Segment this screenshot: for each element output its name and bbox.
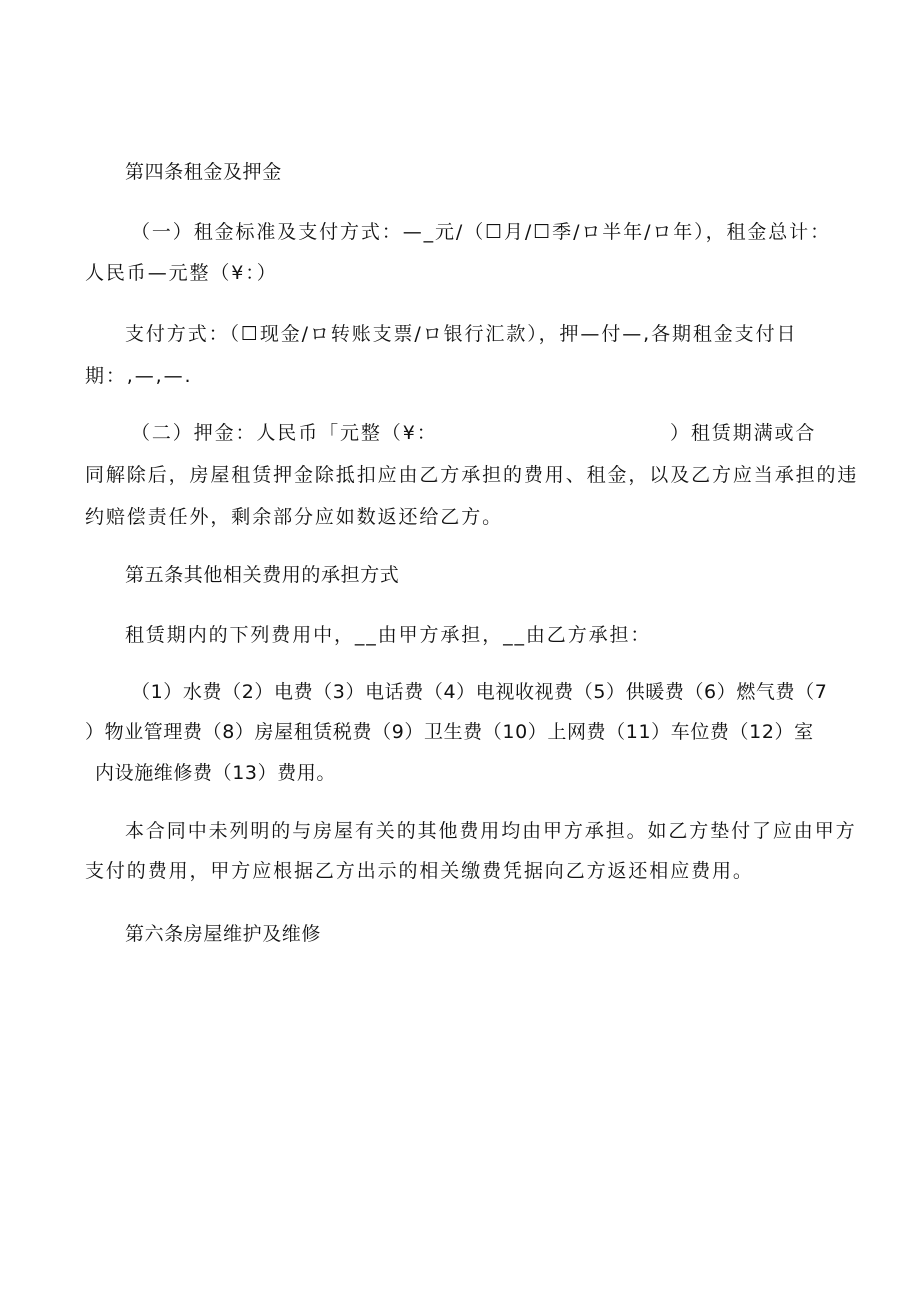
deposit-line-3: 约赔偿责任外，剩余部分应如数返还给乙方。	[85, 506, 504, 528]
deposit-line-1a: （二）押金：人民币「元整（¥：	[131, 422, 438, 444]
other-fees-line-1: 本合同中未列明的与房屋有关的其他费用均由甲方承担。如乙方垫付了应由甲方	[125, 820, 857, 842]
article-5-heading: 第五条其他相关费用的承担方式	[125, 564, 400, 586]
other-fees-line-2: 支付的费用，甲方应根据乙方出示的相关缴费凭据向乙方返还相应费用。	[85, 860, 754, 882]
payment-method-line-2: 期：,—,—.	[85, 365, 193, 387]
deposit-line-1b: ）租赁期满或合	[670, 422, 817, 444]
rent-standard-line-2: 人民币—元整（¥：）	[85, 262, 278, 284]
deposit-line-2: 同解除后，房屋租赁押金除抵扣应由乙方承担的费用、租金，以及乙方应当承担的违	[85, 464, 859, 486]
fee-list-line-3: 内设施维修费（13）费用。	[95, 762, 336, 784]
fee-list-line-2: ）物业管理费（8）房屋租赁税费（9）卫生费（10）上网费（11）车位费（12）室	[85, 721, 814, 743]
rent-standard-line-1: （一）租金标准及支付方式：—_元/（☐月/☐季/ロ半年/ロ年），租金总计：	[131, 221, 831, 243]
payment-method-line-1: 支付方式：（☐现金/ロ转账支票/ロ银行汇款），押—付—,各期租金支付日	[125, 323, 798, 345]
fee-list-line-1: （1）水费（2）电费（3）电话费（4）电视收视费（5）供暖费（6）燃气费（7	[131, 681, 828, 703]
article-6-heading: 第六条房屋维护及维修	[125, 923, 322, 945]
fee-allocation-intro: 租赁期内的下列费用中，__由甲方承担，__由乙方承担：	[125, 624, 652, 646]
article-4-heading: 第四条租金及押金	[125, 161, 282, 183]
